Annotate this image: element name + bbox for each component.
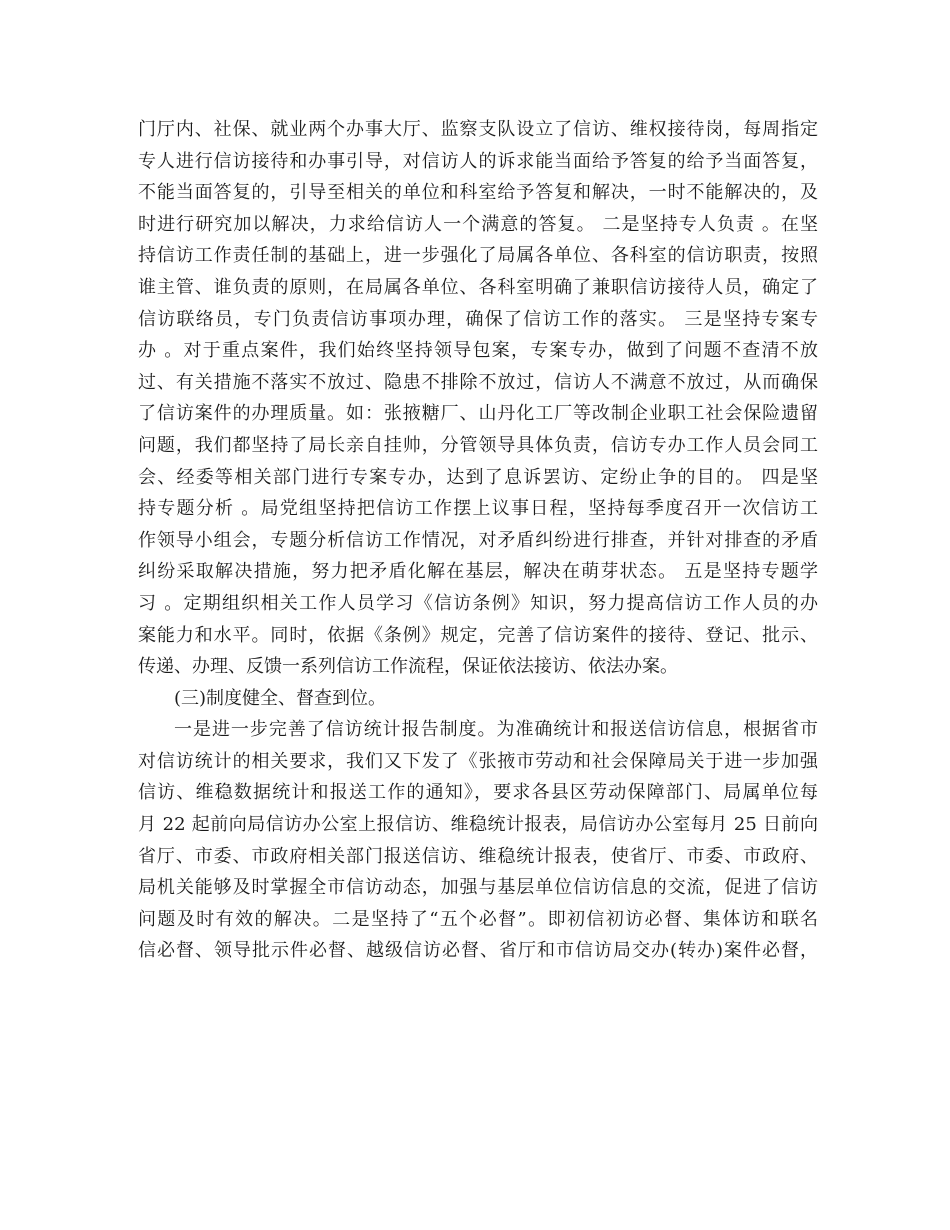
- text-line: 月 22 起前向局信访办公室上报信访、维稳统计报表，局信访办公室每月 25 日前向: [138, 814, 818, 836]
- text-line: 局机关能够及时掌握全市信访动态，加强与基层单位信访信息的交流，促进了信访: [138, 877, 818, 899]
- text-line: 习 。定期组织相关工作人员学习《信访条例》知识，努力提高信访工作人员的办: [138, 592, 818, 614]
- text-line: 案能力和水平。同时，依据《条例》规定，完善了信访案件的接待、登记、批示、: [138, 624, 818, 646]
- text-line: 会、经委等相关部门进行专案专办，达到了息诉罢访、定纷止争的目的。 四是坚: [138, 466, 818, 488]
- text-line: 时进行研究加以解决，力求给信访人一个满意的答复。 二是坚持专人负责 。在坚: [138, 213, 818, 235]
- text-line: 信访联络员，专门负责信访事项办理，确保了信访工作的落实。 三是坚持专案专: [138, 308, 818, 330]
- text-line: 省厅、市委、市政府相关部门报送信访、维稳统计报表，使省厅、市委、市政府、: [138, 845, 818, 867]
- text-line: 纠纷采取解决措施，努力把矛盾化解在基层，解决在萌芽状态。 五是坚持专题学: [138, 561, 818, 583]
- text-line: 一是进一步完善了信访统计报告制度。为准确统计和报送信访信息，根据省市: [174, 719, 818, 741]
- text-line: 专人进行信访接待和办事引导，对信访人的诉求能当面给予答复的给予当面答复，: [138, 150, 818, 172]
- text-line: 信访、维稳数据统计和报送工作的通知》，要求各县区劳动保障部门、局属单位每: [138, 782, 818, 804]
- text-line: 过、有关措施不落实不放过、隐患不排除不放过，信访人不满意不放过，从而确保: [138, 371, 818, 393]
- text-line: 谁主管、谁负责的原则，在局属各单位、各科室明确了兼职信访接待人员，确定了: [138, 276, 818, 298]
- text-line: 了信访案件的办理质量。如：张掖糖厂、山丹化工厂等改制企业职工社会保险遗留: [138, 403, 818, 425]
- text-line: 作领导小组会，专题分析信访工作情况，对矛盾纠纷进行排查，并针对排查的矛盾: [138, 529, 818, 551]
- text-line: 传递、办理、反馈一系列信访工作流程，保证依法接访、依法办案。: [138, 656, 678, 678]
- text-line: 对信访统计的相关要求，我们又下发了《张掖市劳动和社会保障局关于进一步加强: [138, 750, 818, 772]
- text-line: 问题，我们都坚持了局长亲自挂帅，分管领导具体负责，信访专办工作人员会同工: [138, 434, 818, 456]
- text-line: 办 。对于重点案件，我们始终坚持领导包案，专案专办，做到了问题不查清不放: [138, 340, 818, 362]
- text-line: 持信访工作责任制的基础上，进一步强化了局属各单位、各科室的信访职责，按照: [138, 245, 818, 267]
- text-line: (三)制度健全、督查到位。: [174, 687, 387, 709]
- text-line: 门厅内、社保、就业两个办事大厅、监察支队设立了信访、维权接待岗，每周指定: [138, 119, 818, 140]
- body-text: [138, 114, 818, 967]
- text-line: 不能当面答复的，引导至相关的单位和科室给予答复和解决，一时不能解决的，及: [138, 182, 818, 204]
- text-line: 问题及时有效的解决。二是坚持了“五个必督”。即初信初访必督、集体访和联名: [138, 908, 818, 930]
- text-line: 信必督、领导批示件必督、越级信访必督、省厅和市信访局交办(转办)案件必督，: [138, 940, 818, 962]
- text-line: 持专题分析 。局党组坚持把信访工作摆上议事日程，坚持每季度召开一次信访工: [138, 498, 818, 520]
